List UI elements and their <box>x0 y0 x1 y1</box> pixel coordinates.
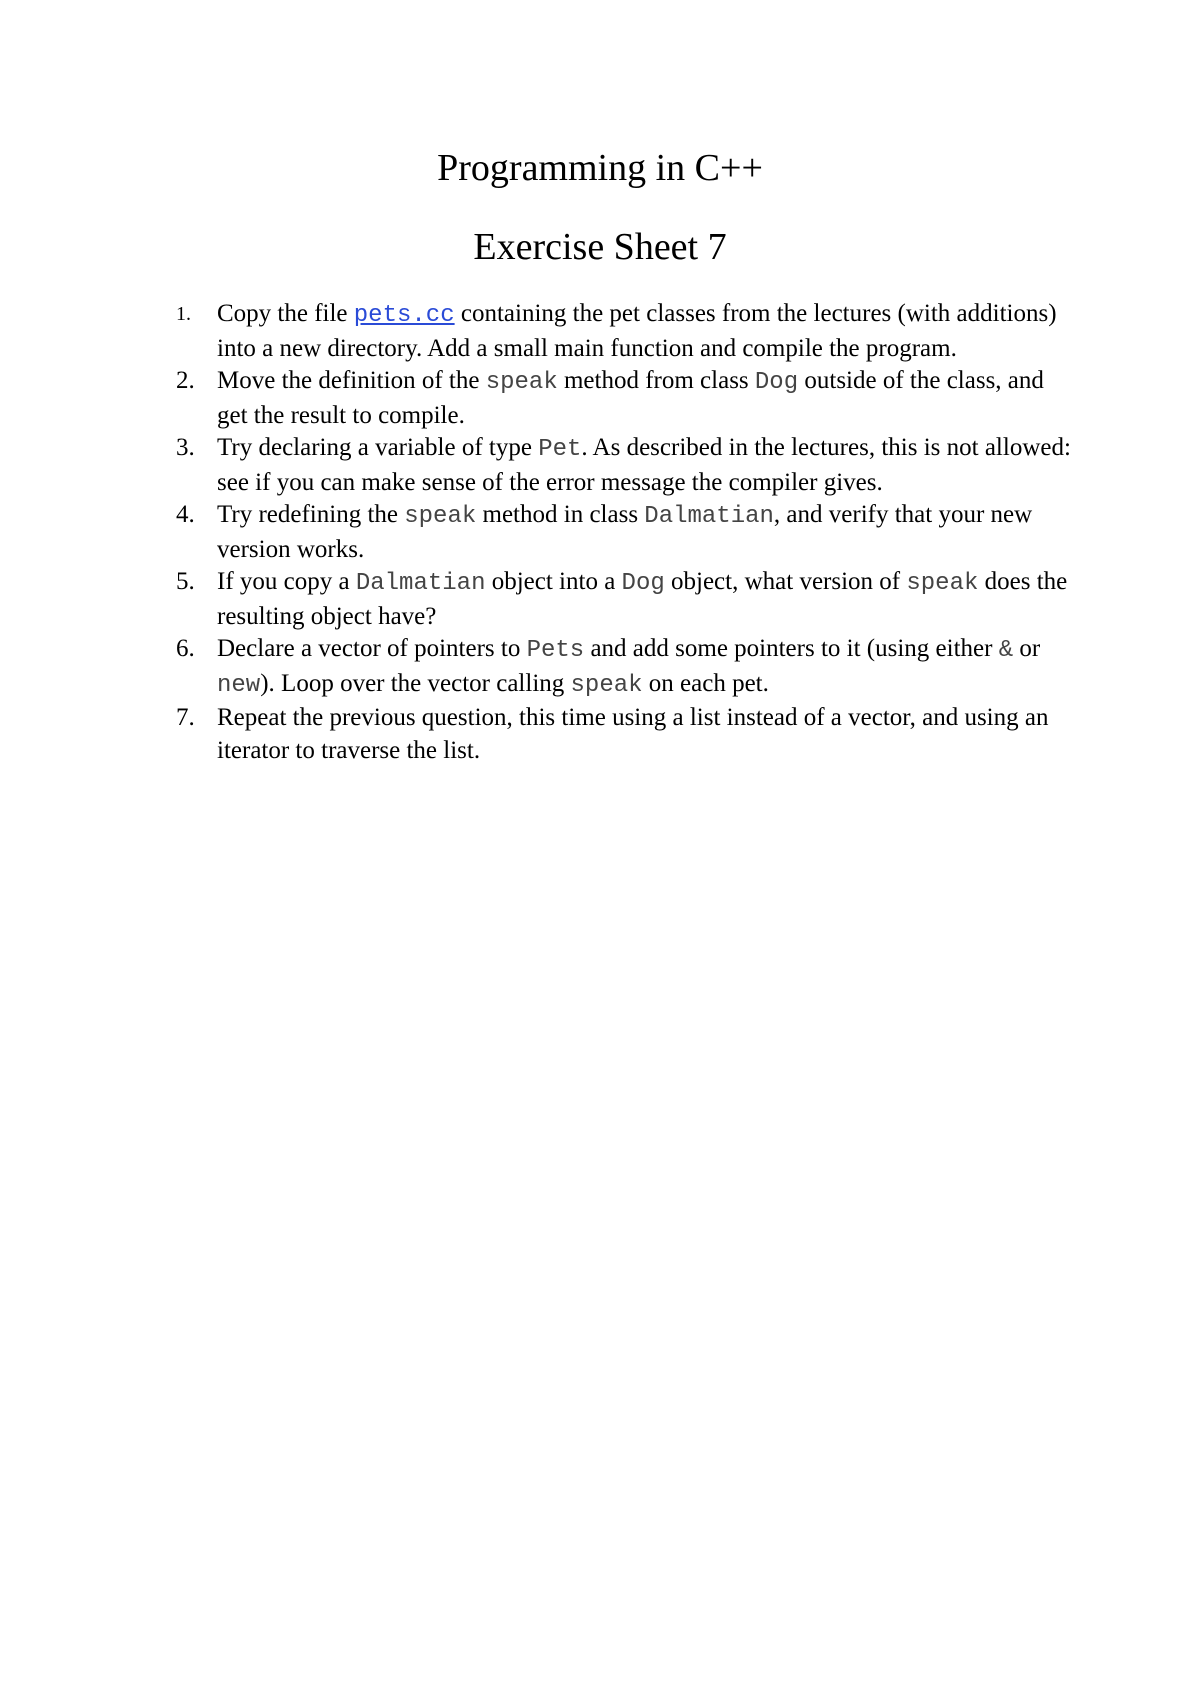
code-dalmatian: Dalmatian <box>644 503 774 530</box>
exercise-text: or <box>1013 635 1041 662</box>
exercise-item-7 <box>176 702 1076 767</box>
exercise-text: , and verify that your new version works. <box>217 501 1033 563</box>
pets-cc-link[interactable]: pets.cc <box>353 302 455 329</box>
exercise-list <box>176 298 1076 767</box>
exercise-number: 1. <box>176 303 191 325</box>
code-speak: speak <box>485 369 558 396</box>
exercise-text: Declare a vector of pointers to <box>217 635 527 662</box>
exercise-number: 6. <box>176 635 195 662</box>
exercise-item-6 <box>176 633 1076 702</box>
exercise-number: 3. <box>176 434 195 461</box>
exercise-item-4 <box>176 499 1076 566</box>
exercise-number: 4. <box>176 501 195 528</box>
exercise-item-3 <box>176 432 1076 499</box>
exercise-text: Try declaring a variable of type <box>217 434 539 461</box>
exercise-text: Copy the file <box>217 300 354 327</box>
exercise-text: . As described in the lectures, this is not allowed: see if you can make sense of the error message the compiler gives. <box>217 434 1071 496</box>
code-speak: speak <box>570 671 643 699</box>
code-ampersand: & <box>998 637 1014 664</box>
exercise-text: Repeat the previous question, this time using a list instead of a vector, and using an iterator to traverse the list. <box>217 704 1049 764</box>
exercise-text: and add some pointers to it (using either <box>584 635 999 662</box>
exercise-text: object, what version of <box>664 568 907 595</box>
document-subtitle: Exercise Sheet 7 <box>473 226 727 268</box>
exercise-item-1 <box>176 298 1076 365</box>
code-dalmatian: Dalmatian <box>355 570 486 597</box>
code-dog: Dog <box>754 369 799 396</box>
exercise-number: 5. <box>176 568 195 595</box>
exercise-item-5 <box>176 566 1076 633</box>
code-pets: Pets <box>526 637 585 664</box>
exercise-text: If you copy a <box>217 568 356 595</box>
exercise-text: ). Loop over the vector calling <box>260 669 571 697</box>
exercise-text: does the resulting object have? <box>217 568 1068 630</box>
exercise-text: containing the pet classes from the lectures (with additions) into a new directory. Add a small main function and compile the program. <box>217 300 1057 362</box>
exercise-text: object into a <box>485 568 622 595</box>
exercise-text: on each pet. <box>642 669 769 697</box>
code-pet: Pet <box>538 436 582 463</box>
exercise-text: outside of the class, and get the result to compile. <box>217 367 1044 429</box>
code-new: new <box>217 671 261 699</box>
exercise-item-2 <box>176 365 1076 432</box>
exercise-text: method in class <box>476 501 645 528</box>
code-dog: Dog <box>621 570 665 597</box>
exercise-number: 2. <box>176 367 195 394</box>
exercise-number: 7. <box>176 704 195 731</box>
exercise-text: method from class <box>557 367 755 394</box>
exercise-text: Move the definition of the <box>217 367 486 394</box>
code-speak: speak <box>906 570 979 597</box>
document-title: Programming in C++ <box>437 147 763 189</box>
exercise-text: Try redefining the <box>217 501 405 528</box>
code-speak: speak <box>404 503 477 530</box>
